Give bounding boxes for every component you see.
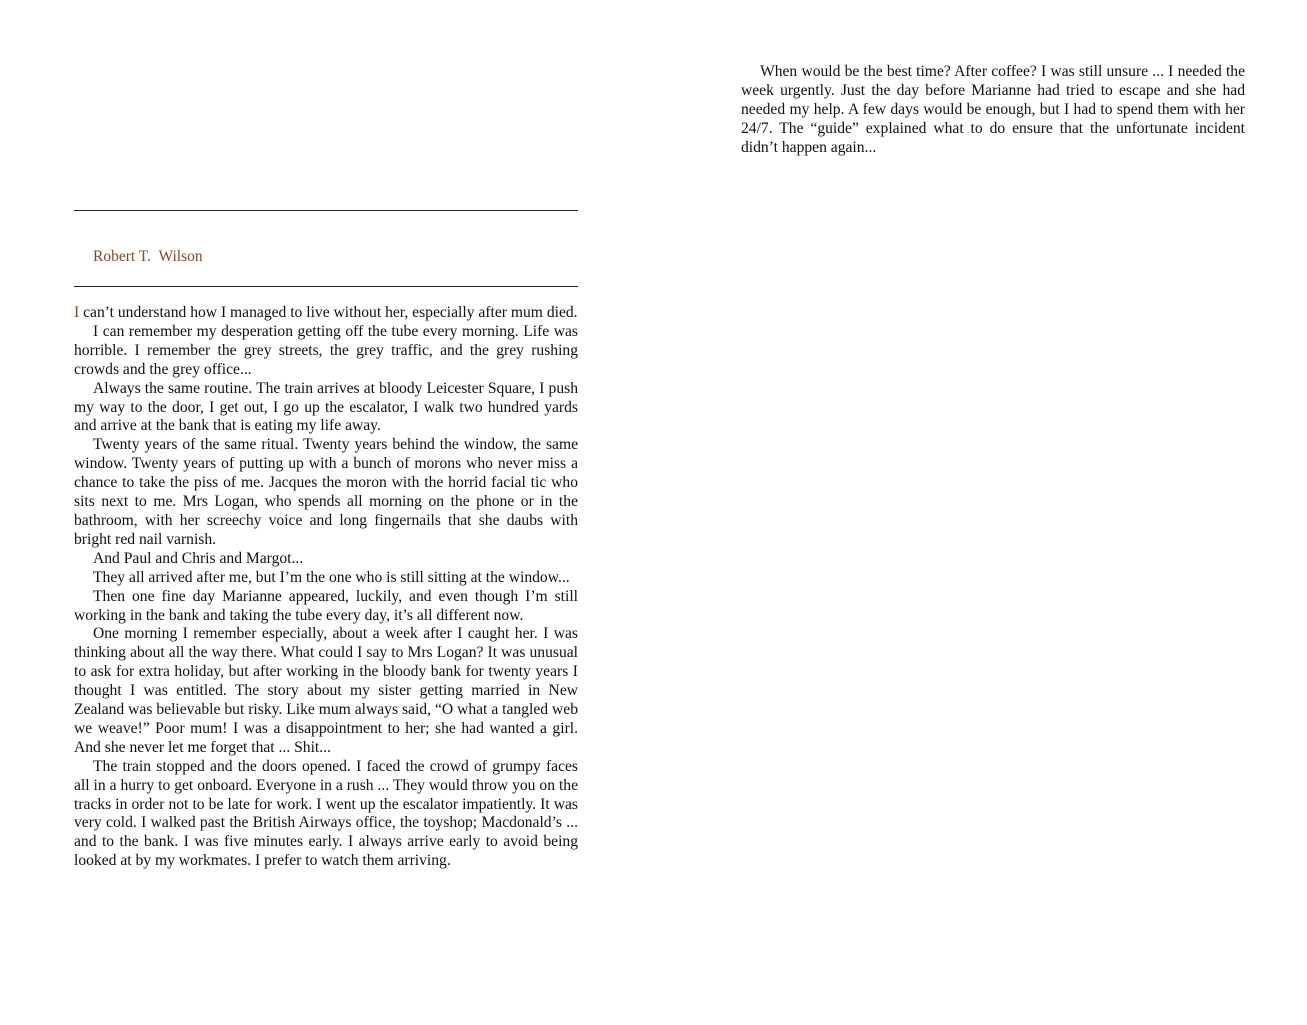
paragraph: One morning I remember especially, about a week after I caught her. I was thinking about all the way there. What could I say to Mrs Logan? It was unusual to ask for extra holiday, but after working in the bloody bank for twenty years I thought I was entitled. The story about my sister getting married in New Zealand was believable but risky. Like mum always said, “O what a tangled web we weave!” Poor mum! I was a disappointment to her; she had wanted a girl. And she never let me forget that ... Shit... [74, 625, 578, 756]
paragraph: The train stopped and the doors opened. I faced the crowd of grumpy faces all in a hurry to get onboard. Everyone in a rush ... They would throw you on the tracks in order not to be late for work. I went up the escalator impatiently. It was very cold. I walked past the British Airways office, the toyshop; Macdonald’s ... and to the bank. I was five minutes early. I always arrive early to avoid being looked at by my workmates. I prefer to watch them arriving. [74, 757, 578, 870]
paragraph-first [74, 304, 578, 323]
paragraph: I can remember my desperation getting off the tube every morning. Life was horrible. I remember the grey streets, the grey traffic, and the grey rushing crowds and the grey office... [74, 322, 578, 378]
initial-letter: I [74, 304, 80, 321]
story-text-right [741, 63, 1245, 158]
paragraph: They all arrived after me, but I’m the one who is still sitting at the window... [93, 568, 570, 586]
header-top-rule [74, 210, 578, 211]
paragraph: Always the same routine. The train arrives at bloody Leicester Square, I push my way to the door, I get out, I go up the escalator, I walk two hundred yards and arrive at the bank that is eating my life away. [74, 379, 578, 435]
first-paragraph-text: can’t understand how I managed to live without her, especially after mum died. [79, 304, 578, 321]
paragraph: When would be the best time? After coffee? I was still unsure ... I needed the week urgently. Just the day before Marianne had tried to escape and she had needed my help. A few days would be enough, but I had to spend them with her 24/7. The “guide” explained what to do ensure that the unfortunate incident didn’t happen again... [741, 63, 1245, 156]
right-page [654, 0, 1307, 1025]
header-bottom-rule [74, 286, 578, 287]
author-name: Robert T. Wilson [93, 248, 203, 265]
paragraph: Then one fine day Marianne appeared, luckily, and even though I’m still working in the bank and taking the tube every day, it’s all different now. [74, 587, 578, 624]
paragraph: Twenty years of the same ritual. Twenty years behind the window, the same window. Twenty years of putting up with a bunch of morons who never miss a chance to take the piss of me. Jacques the moron with the horrid facial tic who sits next to me. Mrs Logan, who spends all morning on the phone or in the bathroom, with her screechy voice and long fingernails that she daubs with bright red nail varnish. [74, 436, 578, 548]
paragraph: And Paul and Chris and Margot... [93, 549, 304, 567]
story-text-left [74, 304, 578, 871]
